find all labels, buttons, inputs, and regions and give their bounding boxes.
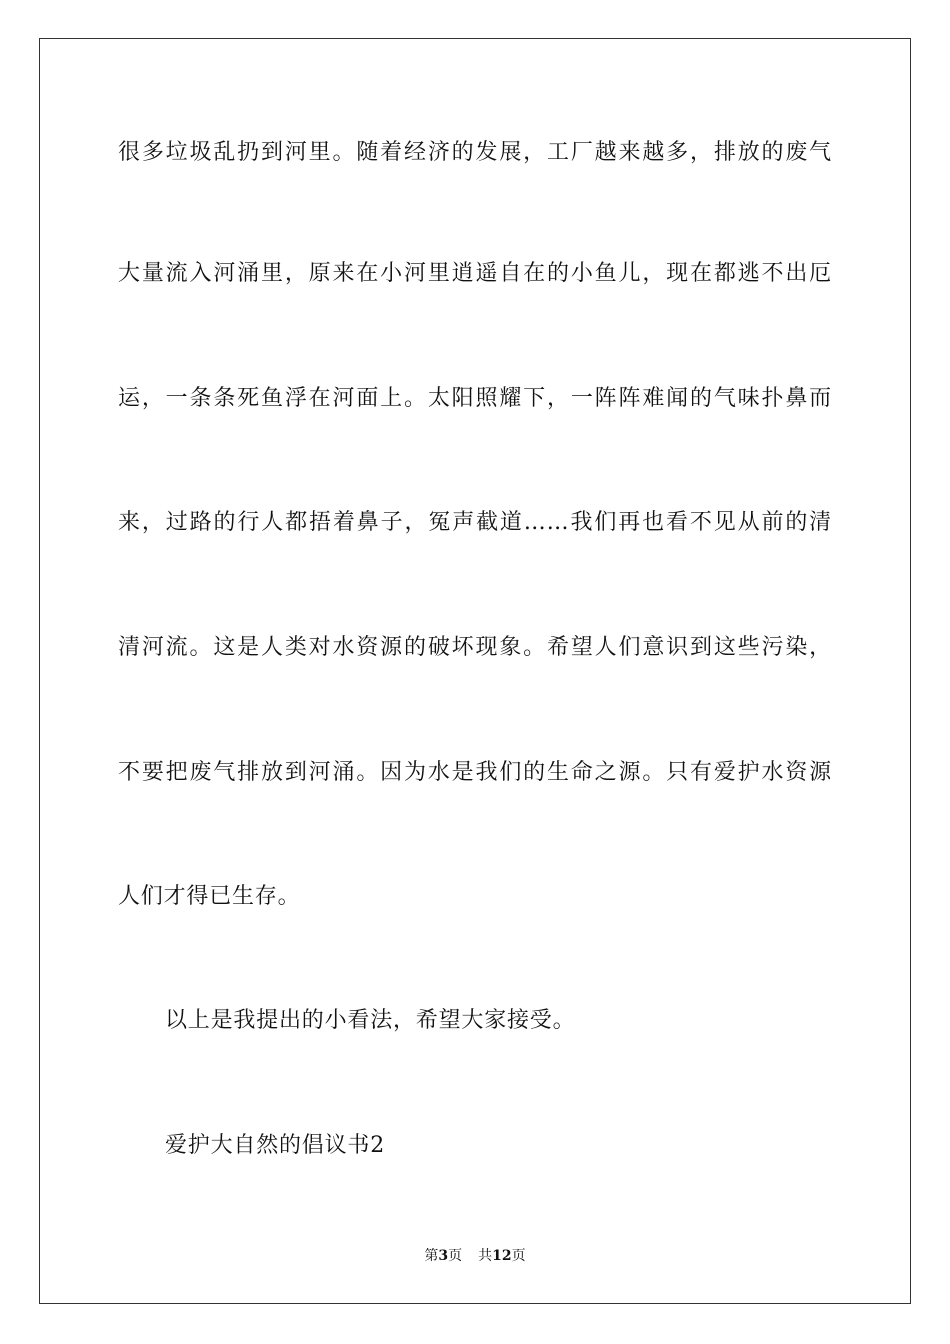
footer-total-pages: 12 (492, 1248, 512, 1264)
body-line-3: 运，一条条死鱼浮在河面上。太阳照耀下，一阵阵难闻的气味扑鼻而 (118, 386, 832, 411)
body-line-4: 来，过路的行人都捂着鼻子，冤声截道……我们再也看不见从前的清 (118, 510, 832, 535)
footer-total-suffix: 页 (511, 1248, 526, 1264)
footer-total-prefix: 共 (478, 1248, 493, 1264)
body-line-6: 不要把废气排放到河涌。因为水是我们的生命之源。只有爱护水资源 (118, 760, 832, 785)
body-line-2: 大量流入河涌里，原来在小河里逍遥自在的小鱼儿，现在都逃不出厄 (118, 261, 832, 286)
page-border (39, 38, 911, 1304)
footer-page-prefix: 第 (424, 1248, 439, 1264)
body-line-1: 很多垃圾乱扔到河里。随着经济的发展，工厂越来越多，排放的废气 (118, 140, 832, 165)
footer-page-current: 3 (438, 1248, 449, 1264)
footer-page-suffix: 页 (448, 1248, 463, 1264)
page-footer (0, 1246, 950, 1266)
closing-line: 以上是我提出的小看法，希望大家接受。 (165, 1008, 576, 1033)
body-line-7: 人们才得已生存。 (118, 884, 301, 909)
next-section-title: 爱护大自然的倡议书2 (165, 1133, 385, 1158)
body-line-5: 清河流。这是人类对水资源的破坏现象。希望人们意识到这些污染， (118, 635, 832, 660)
